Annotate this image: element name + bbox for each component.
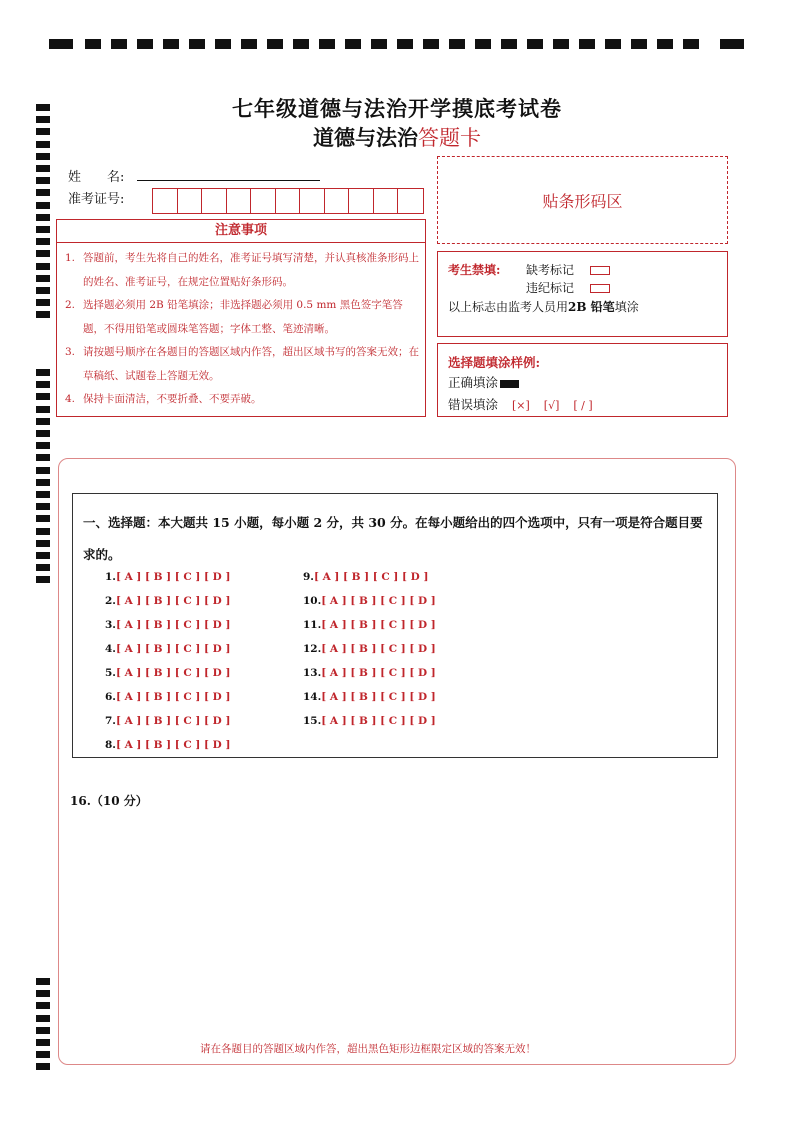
question-number: 5. [105,667,116,679]
timing-mark [36,442,50,449]
notice-item: 3. 请按题号顺序在各题目的答题区域内作答，超出区域书写的答案无效；在草稿纸、试题卷上答题无效。 [65,346,419,382]
choice-question[interactable] [105,571,230,583]
correct-fill-row: 正确填涂 [448,373,519,391]
timing-mark [36,311,50,318]
timing-mark [36,214,50,221]
question-16-answer-space[interactable] [70,815,720,1030]
question-number: 15. [303,715,322,727]
answer-options[interactable]: [ A ] [ B ] [ C ] [ D ] [321,691,436,703]
answer-options[interactable]: [ A ] [ B ] [ C ] [ D ] [115,595,231,607]
absent-mark-box[interactable] [590,266,610,275]
timing-mark [36,1027,50,1034]
question-number: 2. [105,595,116,607]
answer-options[interactable]: [ A ] [ B ] [ C ] [ D ] [313,571,429,583]
answer-options[interactable]: [ A ] [ B ] [ C ] [ D ] [115,643,231,655]
id-digit-box[interactable] [276,189,301,213]
timing-mark [36,226,50,233]
question-number: 12. [303,643,322,655]
choice-question[interactable] [303,595,436,607]
forbidden-note: 以上标志由监考人员用2B 铅笔填涂 [448,300,639,314]
violation-mark-box[interactable] [590,284,610,293]
name-field[interactable] [137,180,320,181]
timing-mark [36,153,50,160]
timing-mark [36,1015,50,1022]
exam-id-label: 准考证号: [68,192,125,207]
choice-question[interactable] [105,667,230,679]
forbidden-label: 考生禁填: [448,263,501,277]
timing-mark [36,1063,50,1070]
timing-mark [36,418,50,425]
timing-mark [36,528,50,535]
wrong-example-check: [√] [543,399,560,412]
timing-mark [36,576,50,583]
id-digit-box[interactable] [398,189,423,213]
choice-question[interactable] [303,667,436,679]
choice-question[interactable] [303,619,436,631]
id-digit-box[interactable] [227,189,252,213]
id-digit-box[interactable] [202,189,227,213]
timing-mark [36,287,50,294]
timing-mark [36,165,50,172]
timing-mark [36,1002,50,1009]
answer-options[interactable]: [ A ] [ B ] [ C ] [ D ] [115,691,231,703]
exam-id-boxes[interactable] [152,188,424,214]
sample-title: 选择题填涂样例: [448,355,541,370]
choice-question[interactable] [303,643,436,655]
question-number: 14. [303,691,322,703]
page-title: 七年级道德与法治开学摸底考试卷 [232,96,562,121]
timing-mark [36,454,50,461]
violation-mark-row: 违纪标记 [526,279,610,296]
answer-options[interactable]: [ A ] [ B ] [ C ] [ D ] [321,643,436,655]
timing-mark [36,503,50,510]
timing-mark [36,990,50,997]
answer-options[interactable]: [ A ] [ B ] [ C ] [ D ] [115,667,231,679]
page-subtitle [0,122,794,152]
subtitle-answer-card: 答题卡 [418,126,481,150]
id-digit-box[interactable] [325,189,350,213]
choice-question[interactable] [105,643,230,655]
choice-question[interactable] [303,715,436,727]
timing-mark [36,564,50,571]
answer-options[interactable]: [ A ] [ B ] [ C ] [ D ] [321,619,436,631]
timing-mark [36,978,50,985]
choice-question[interactable] [303,691,436,703]
answer-options[interactable]: [ A ] [ B ] [ C ] [ D ] [115,739,231,751]
question-number: 6. [105,691,116,703]
question-number: 11. [303,619,322,631]
question-number: 8. [105,739,116,751]
timing-mark [36,299,50,306]
answer-options[interactable]: [ A ] [ B ] [ C ] [ D ] [115,619,231,631]
wrong-example-slash: [ / ] [573,399,593,412]
wrong-fill-row: 错误填涂 [×] [√] [ / ] [448,397,593,412]
choice-question[interactable] [105,619,230,631]
question-number: 7. [105,715,116,727]
answer-options[interactable]: [ A ] [ B ] [ C ] [ D ] [321,667,436,679]
id-digit-box[interactable] [300,189,325,213]
question-number: 13. [303,667,322,679]
id-digit-box[interactable] [251,189,276,213]
wrong-example-cross: [×] [512,399,530,412]
timing-mark [36,263,50,270]
filled-box-icon [500,380,519,388]
timing-mark [36,275,50,282]
notice-item: 1. 答题前，考生先将自己的姓名，准考证号填写清楚，并认真核准条形码上的姓名、准考证号，在规定位置贴好条形码。 [65,252,419,288]
examinee-forbidden-panel [437,251,728,337]
choice-question[interactable] [105,595,230,607]
subtitle-subject: 道德与法治 [313,125,418,150]
timing-mark [36,430,50,437]
question-number: 9. [303,571,314,583]
timing-mark [36,491,50,498]
timing-mark [36,552,50,559]
choice-question[interactable] [105,691,230,703]
absent-mark-row: 缺考标记 [526,261,610,278]
timing-mark [36,515,50,522]
answer-options[interactable]: [ A ] [ B ] [ C ] [ D ] [115,715,231,727]
question-number: 10. [303,595,322,607]
notice-panel [56,219,426,417]
choice-question[interactable] [105,715,230,727]
footer-note: 请在各题目的答题区域内作答，超出黑色矩形边框限定区域的答案无效！ [200,1043,536,1055]
barcode-area [437,156,728,244]
answer-options[interactable]: [ A ] [ B ] [ C ] [ D ] [321,595,436,607]
fill-sample-panel [437,343,728,417]
timing-mark [36,250,50,257]
answer-options[interactable]: [ A ] [ B ] [ C ] [ D ] [115,571,231,583]
id-digit-box[interactable] [374,189,399,213]
answer-options[interactable]: [ A ] [ B ] [ C ] [ D ] [321,715,436,727]
question-16-label: 16.（10 分） [70,794,148,808]
notice-item: 2. 选择题必须用 2B 铅笔填涂；非选择题必须用 0.5 mm 黑色签字笔答题，不得用铅笔或圆珠笔答题；字体工整、笔迹清晰。 [65,299,403,335]
choice-question[interactable] [303,571,428,583]
notice-heading: 注意事项 [57,220,425,243]
barcode-label: 贴条形码区 [542,192,623,211]
id-digit-box[interactable] [349,189,374,213]
id-digit-box[interactable] [153,189,178,213]
timing-mark [36,202,50,209]
notice-list [57,243,425,412]
name-label: 姓 名: [68,170,125,185]
timing-mark [36,177,50,184]
timing-mark [36,406,50,413]
timing-mark [36,238,50,245]
question-number: 1. [105,571,116,583]
question-number: 3. [105,619,116,631]
timing-mark [36,393,50,400]
question-number: 4. [105,643,116,655]
choice-section [72,493,718,758]
choice-section-title: 一、选择题：本大题共 15 小题，每小题 2 分，共 30 分。在每小题给出的四个选项中，只有一项是符合题目要求的。 [83,515,703,562]
timing-mark [36,369,50,376]
timing-mark [36,381,50,388]
timing-mark [36,189,50,196]
choice-question[interactable] [105,739,230,751]
id-digit-box[interactable] [178,189,203,213]
notice-item: 4. 保持卡面清洁，不要折叠、不要弄破。 [65,393,262,405]
timing-mark [36,540,50,547]
timing-mark [36,479,50,486]
timing-mark [36,467,50,474]
